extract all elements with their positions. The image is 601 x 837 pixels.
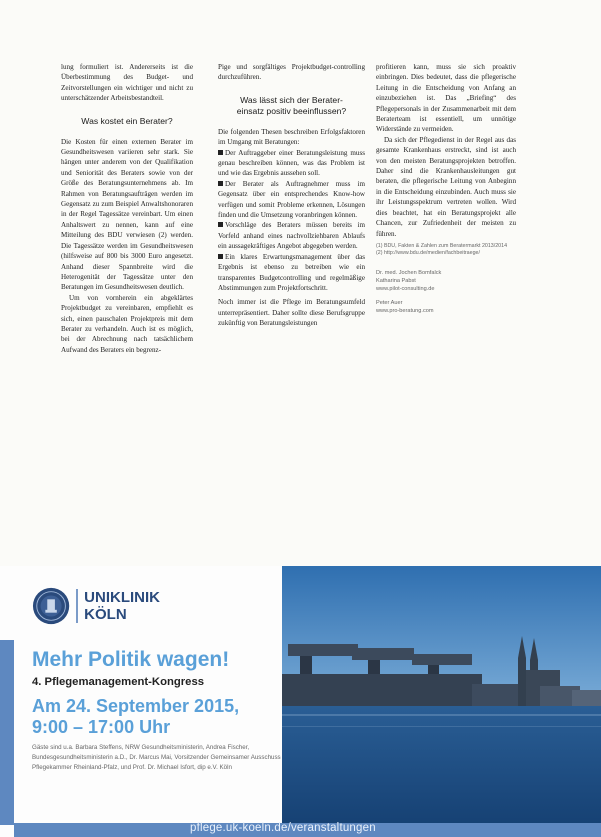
uniklinik-logo [32, 584, 160, 628]
paragraph: Da sich der Pflegedienst in der Regel aus das gesamte Krankenhaus erstreckt, sind ist auch von den meisten Beratungsprojekten betroffen. Daher sind die Krankenhausleitungen gut beraten, die pflegerische Leitung von Anbeginn in die Entscheidung einzubinden. Auch muss sie ihr Leistungsspektrum vertreten wollen. Wird dies beachtet, hat ein Beratungsprojekt alle Chancen, zur Zufriedenheit der meisten zu führen. [376, 135, 516, 238]
logo-line: KÖLN [84, 606, 127, 623]
footnote: (1) BDU, Fakten & Zahlen zum Beratermarkt 2013/2014 [376, 242, 508, 249]
heading-line: Was lässt sich der Berater- [240, 94, 343, 105]
cologne-skyline-photo [282, 566, 601, 837]
bullet-square-icon [218, 181, 223, 186]
university-seal-icon [32, 586, 70, 626]
paragraph: Die Kosten für einen externen Berater im Gesundheitswesen variieren sehr stark. Sie hängen unter anderem von der Qualifikation und Seniorität des Beraters sowie von der Größe des Beratungsunternehmens ab. Im Rahmen von Beratungsaufträgen werden im Gegensatz zu zum Beispiel Anwaltshonoraren in der Regel Tagessätze vereinbart. Um einen Anhaltswert zu nennen, kann auf eine Mitteilung des BDU verwiesen (2) werden. Die Tagessätze werden im Gesundheitswesen (hilfsweise auf 800 bis 3000 Euro angesetzt. Anhand dieser Spannbreite wird die Heterogenität der Tagessätze unter den Beratungen im Gesundheitswesen deutlich. [61, 137, 193, 292]
bullet-square-icon [218, 222, 223, 227]
section-heading-costs: Was kostet ein Berater? [81, 115, 173, 126]
ad-headline: Mehr Politik wagen! [32, 648, 230, 671]
bullet-square-icon [218, 254, 223, 259]
article-column-1 [61, 62, 193, 355]
bullet-text: Ein klares Erwartungsmanagement über das Ergebnis ist ebenso zu betreiben wie ein transparentes Budgetcontrolling und regelmäßige Abstimmungen zum Projektfortschritt. [218, 252, 365, 292]
section-heading-influence [218, 95, 365, 117]
logo-line: UNIKLINIK [84, 589, 160, 606]
bullet-item [218, 148, 365, 179]
paragraph: Noch immer ist die Pflege im Beratungsumfeld unterrepräsentiert. Daher sollte diese Berufsgruppe zukünftig von Beratungsleistungen [218, 298, 365, 328]
bullet-text: Vorschläge des Beraters müssen bereits im Vorfeld anhand eines nachvollziehbaren Ablaufs ein aussagekräftiges Angebot abgegeben werden. [218, 221, 365, 251]
bullet-text: Der Auftraggeber einer Beratungsleistung muss genau beschreiben können, was das Problem ist und wie das Ergebnis aussehen soll. [218, 148, 365, 178]
paragraph: profitieren kann, muss sie sich proaktiv einbringen. Dies bedeutet, dass die pflegerische Leitung in die Entscheidung von Anfang an einzubeziehen ist. Das „Briefing“ des Pflegepersonals in der Zusammenarbeit mit dem Beraterteam ist essentiell, um unnötige Widerstände zu vermeiden. [376, 63, 516, 134]
ad-guest-list: Gäste sind u.a. Barbara Steffens, NRW Gesundheitsministerin, Andrea Fischer, Bundesgesundheitsministerin a.D., Dr. Marcus Mai, Vorsitzender Gemeinsamer Ausschuss Pflegekammer Rheinland-Pfalz, und Prof. Dr. Michael Isfort, dip e.V. Köln [32, 744, 281, 771]
heading-line: einsatz positiv beeinflussen? [236, 105, 347, 116]
ad-congress-title: 4. Pflegemanagement-Kongress [32, 676, 205, 688]
article-column-2 [218, 62, 365, 329]
paragraph: Um von vornherein ein abgeklärtes Projektbudget zu vereinbaren, empfiehlt es sich, einen pauschalen Projektpreis mit dem Berater zu verhandeln. Auch ist es möglich, bei der Abrechnung nach tatsächlichem Aufwand des Beraters ein begrenz- [61, 293, 193, 354]
footnote-link: (2) http://www.bdu.de/medien/fachbeitraege/ [376, 249, 480, 256]
author-name: Peter Auer [376, 299, 403, 306]
bullet-square-icon [218, 150, 223, 155]
article-column-3 [376, 62, 516, 315]
bullet-item [218, 252, 365, 294]
logo-wordmark [76, 589, 160, 623]
ad-date [32, 696, 239, 738]
bullet-item [218, 179, 365, 221]
time-line: 9:00 – 17:00 Uhr [32, 717, 171, 737]
bullet-item [218, 220, 365, 251]
paragraph: lung formuliert ist. Andererseits ist die Überbestimmung des Budget- und Zeitvorstellungen ein wichtiger und nicht zu unterschätzender Arbeitsbestandteil. [61, 63, 193, 103]
author-website: www.pilot-consulting.de [376, 285, 435, 292]
paragraph: Pige und sorgfältiges Projektbudget-controlling durchzuführen. [218, 63, 365, 82]
date-line: Am 24. September 2015, [32, 696, 240, 716]
author-website: www.pro-beratung.com [376, 307, 434, 314]
bullet-text: Der Berater als Auftragnehmer muss im Gegensatz über ein entsprechendes Know-how verfügen und somit Probleme erkennen, Lösungen finden und die Umsetzung voranbringen können. [218, 179, 365, 220]
ad-url-link[interactable]: pflege.uk-koeln.de/veranstaltungen [190, 822, 376, 834]
ad-side-bar [0, 640, 14, 825]
author-name: Katharina Pabst [376, 277, 416, 284]
paragraph: Die folgenden Thesen beschreiben Erfolgsfaktoren im Umgang mit Beratungen: [218, 127, 365, 147]
author-name: Dr. med. Jochen Bomfalck [376, 269, 442, 276]
